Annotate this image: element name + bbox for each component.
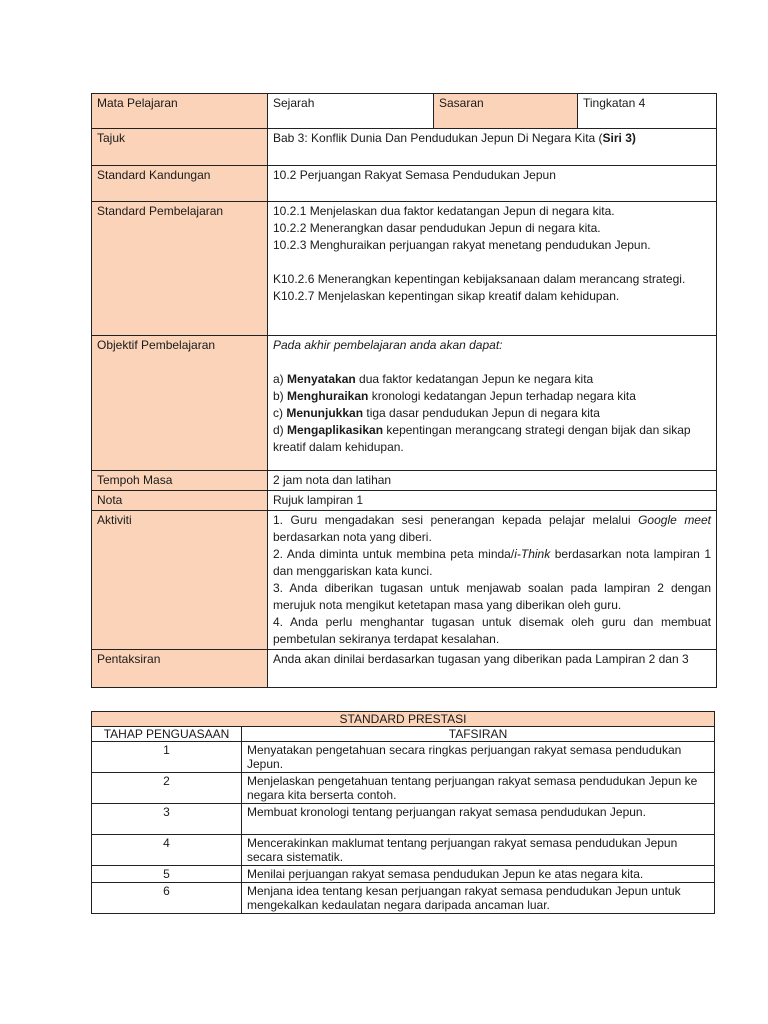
sp-desc: Menilai perjuangan rakyat semasa pendudukan Jepun ke atas negara kita. — [242, 866, 715, 883]
row-topic — [92, 129, 717, 166]
performance-standard-table — [91, 711, 715, 914]
target-label: Sasaran — [434, 94, 578, 129]
row-content-standard — [92, 166, 717, 202]
learning-standard-value — [268, 202, 717, 336]
sp-row — [92, 866, 715, 883]
target-value: Tingkatan 4 — [578, 94, 717, 129]
sp-row — [92, 835, 715, 866]
sp-level: 4 — [92, 835, 242, 866]
objective-item: a) Menyatakan dua faktor kedatangan Jepun ke negara kita — [273, 372, 594, 386]
content-standard-value: 10.2 Perjuangan Rakyat Semasa Pendudukan Jepun — [268, 166, 717, 202]
activity-item: 4. Anda perlu menghantar tugasan untuk disemak oleh guru dan membuat pembetulan sekiranya terdapat kesalahan. — [273, 615, 711, 646]
activity-item: 3. Anda diberikan tugasan untuk menjawab soalan pada lampiran 2 dengan merujuk nota mengikut ketetapan masa yang diberikan oleh guru. — [273, 581, 711, 612]
topic-label: Tajuk — [92, 129, 268, 166]
row-learning-standard — [92, 202, 717, 336]
row-activities — [92, 511, 717, 650]
sp-row — [92, 773, 715, 804]
row-subject — [92, 94, 717, 129]
row-objectives — [92, 336, 717, 471]
objective-value — [268, 336, 717, 471]
objective-item: d) Mengaplikasikan kepentingan merangcang strategi dengan bijak dan sikap kreatif dalam kehidupan. — [273, 423, 691, 454]
activity-value — [268, 511, 717, 650]
sp-col-desc: TAFSIRAN — [242, 727, 715, 742]
sp-level: 6 — [92, 883, 242, 914]
sp-desc: Menjana idea tentang kesan perjuangan rakyat semasa pendudukan Jepun untuk mengekalkan kedaulatan negara daripada ancaman luar. — [242, 883, 715, 914]
sp-row — [92, 742, 715, 773]
sp-level: 2 — [92, 773, 242, 804]
note-value: Rujuk lampiran 1 — [268, 491, 717, 511]
sp-header-row — [92, 727, 715, 742]
assessment-value: Anda akan dinilai berdasarkan tugasan yang diberikan pada Lampiran 2 dan 3 — [268, 650, 717, 688]
subject-label: Mata Pelajaran — [92, 94, 268, 129]
topic-series: Siri 3) — [602, 131, 636, 145]
topic-value — [268, 129, 717, 166]
subject-value: Sejarah — [268, 94, 434, 129]
duration-value: 2 jam nota dan latihan — [268, 471, 717, 491]
sp-desc: Membuat kronologi tentang perjuangan rakyat semasa pendudukan Jepun. — [242, 804, 715, 835]
duration-label: Tempoh Masa — [92, 471, 268, 491]
learning-standard-item: 10.2.1 Menjelaskan dua faktor kedatangan Jepun di negara kita. — [273, 204, 615, 218]
learning-standard-k-item: K10.2.6 Menerangkan kepentingan kebijaksanaan dalam merancang strategi. — [273, 272, 686, 286]
row-duration — [92, 471, 717, 491]
objective-item: b) Menghuraikan kronologi kedatangan Jepun terhadap negara kita — [273, 389, 636, 403]
learning-standard-k-item: K10.2.7 Menjelaskan kepentingan sikap kreatif dalam kehidupan. — [273, 289, 620, 303]
sp-row — [92, 804, 715, 835]
lesson-plan-table — [91, 93, 717, 688]
sp-title-row — [92, 712, 715, 727]
sp-title: STANDARD PRESTASI — [92, 712, 715, 727]
topic-text: Bab 3: Konflik Dunia Dan Pendudukan Jepun Di Negara Kita ( — [273, 131, 603, 145]
row-note — [92, 491, 717, 511]
objective-intro: Pada akhir pembelajaran anda akan dapat: — [273, 338, 503, 352]
sp-row — [92, 883, 715, 914]
objective-item: c) Menunjukkan tiga dasar pendudukan Jepun di negara kita — [273, 406, 600, 420]
learning-standard-label: Standard Pembelajaran — [92, 202, 268, 336]
learning-standard-item: 10.2.2 Menerangkan dasar pendudukan Jepun di negara kita. — [273, 221, 601, 235]
row-assessment — [92, 650, 717, 688]
learning-standard-item: 10.2.3 Menghuraikan perjuangan rakyat menetang pendudukan Jepun. — [273, 238, 651, 252]
content-standard-label: Standard Kandungan — [92, 166, 268, 202]
sp-desc: Menjelaskan pengetahuan tentang perjuangan rakyat semasa pendudukan Jepun ke negara kita berserta contoh. — [242, 773, 715, 804]
activity-label: Aktiviti — [92, 511, 268, 650]
sp-level: 5 — [92, 866, 242, 883]
sp-desc: Menyatakan pengetahuan secara ringkas perjuangan rakyat semasa pendudukan Jepun. — [242, 742, 715, 773]
assessment-label: Pentaksiran — [92, 650, 268, 688]
sp-desc: Mencerakinkan maklumat tentang perjuangan rakyat semasa pendudukan Jepun secara sistematik. — [242, 835, 715, 866]
sp-col-level: TAHAP PENGUASAAN — [92, 727, 242, 742]
note-label: Nota — [92, 491, 268, 511]
activity-item: 1. Guru mengadakan sesi penerangan kepada pelajar melalui Google meet berdasarkan nota yang diberi. — [273, 513, 711, 544]
sp-level: 3 — [92, 804, 242, 835]
sp-level: 1 — [92, 742, 242, 773]
objective-label: Objektif Pembelajaran — [92, 336, 268, 471]
activity-item: 2. Anda diminta untuk membina peta minda/i-Think berdasarkan nota lampiran 1 dan menggariskan kata kunci. — [273, 547, 712, 578]
